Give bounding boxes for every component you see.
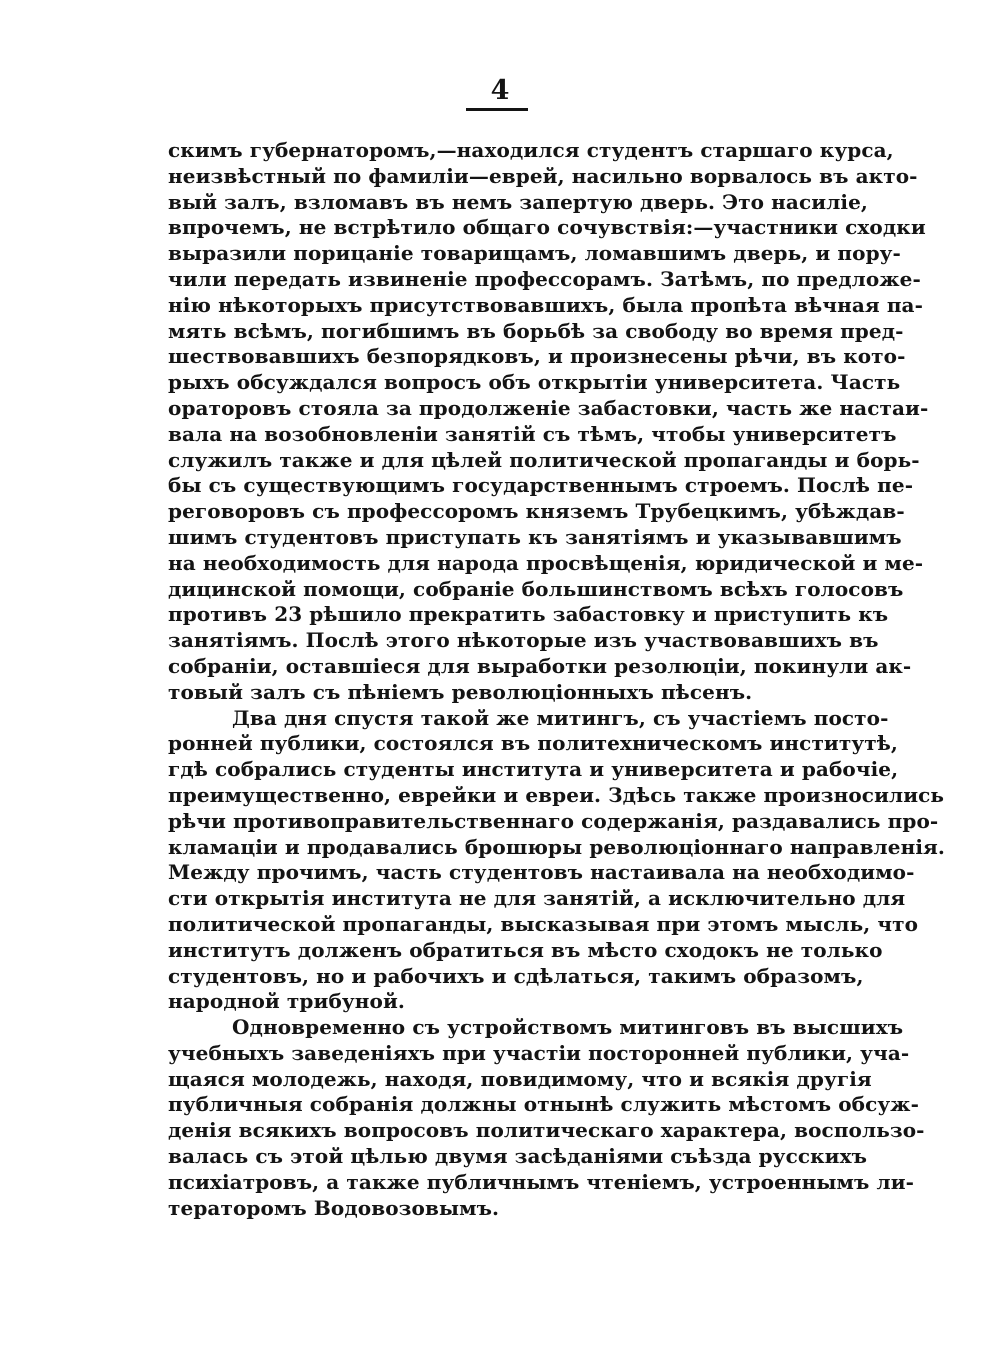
paragraph-1 (168, 138, 929, 706)
text-line: Одновременно съ устройствомъ митинговъ въ высшихъ (232, 1015, 904, 1040)
text-line: кламаціи и продавались брошюры революціоннаго направленія. (168, 834, 945, 859)
text-line: щаяся молодежь, находя, повидимому, что и всякія другія (168, 1066, 872, 1091)
text-line: на необходимость для народа просвѣщенія, юридической и ме- (168, 550, 924, 575)
text-line: вый залъ, взломавъ въ немъ запертую дверь. Это насиліе, (168, 189, 868, 214)
text-line: ораторовъ стояла за продолженіе забастовки, часть же настаи- (168, 395, 929, 420)
text-line: гдѣ собрались студенты института и университета и рабочіе, (168, 757, 899, 782)
text-line: служилъ также и для цѣлей политической пропаганды и борь- (168, 447, 920, 472)
text-line: вала на возобновленіи занятій съ тѣмъ, чтобы университетъ (168, 421, 897, 446)
text-line: товый залъ съ пѣніемъ революціонныхъ пѣсенъ. (168, 679, 753, 704)
text-line: чили передать извиненіе профессорамъ. Затѣмъ, по предложе- (168, 266, 921, 291)
text-line: реговоровъ съ профессоромъ княземъ Трубецкимъ, убѣждав- (168, 499, 905, 524)
text-line: публичныя собранія должны отнынѣ служить мѣстомъ обсуж- (168, 1092, 919, 1117)
text-line: денія всякихъ вопросовъ политическаго характера, воспользо- (168, 1118, 925, 1143)
text-line: впрочемъ, не встрѣтило общаго сочувствія:—участники сходки (168, 215, 926, 240)
text-line: институтъ долженъ обратиться въ мѣсто сходокъ не только (168, 937, 883, 962)
paragraph-2 (168, 705, 945, 1016)
text-line: собраніи, оставшіеся для выработки резолюціи, покинули ак- (168, 653, 912, 678)
text-line: учебныхъ заведеніяхъ при участіи посторонней публики, уча- (168, 1040, 910, 1065)
text-line: Два дня спустя такой же митингъ, съ участіемъ посто- (232, 705, 889, 730)
text-line: народной трибуной. (168, 989, 405, 1014)
text-line: дицинской помощи, собраніе большинствомъ всѣхъ голосовъ (168, 576, 904, 601)
text-line: нію нѣкоторыхъ присутствовавшихъ, была пропѣта вѣчная па- (168, 292, 924, 317)
paragraph-3 (168, 1015, 925, 1221)
text-line: студентовъ, но и рабочихъ и сдѣлаться, такимъ образомъ, (168, 963, 864, 988)
text-line: шествовавшихъ безпорядковъ, и произнесены рѣчи, въ кото- (168, 344, 906, 369)
text-line: бы съ существующимъ государственнымъ строемъ. Послѣ пе- (168, 473, 914, 498)
body-text (168, 138, 945, 1221)
text-line: выразили порицаніе товарищамъ, ломавшимъ дверь, и пору- (168, 241, 901, 266)
text-line: психіатровъ, а также публичнымъ чтеніемъ, устроеннымъ ли- (168, 1169, 915, 1194)
page-number: 4 (490, 75, 510, 106)
text-line: шимъ студентовъ приступать къ занятіямъ и указывавшимъ (168, 524, 902, 549)
text-line: преимущественно, еврейки и евреи. Здѣсь также произносились (168, 782, 945, 807)
text-line: сти открытія института не для занятій, а исключительно для (168, 886, 906, 911)
text-line: Между прочимъ, часть студентовъ настаивала на необходимо- (168, 860, 915, 885)
text-line: валась съ этой цѣлью двумя засѣданіями съѣзда русскихъ (168, 1144, 868, 1169)
text-line: ронней публики, состоялся въ политехническомъ институтѣ, (168, 731, 898, 756)
text-line: противъ 23 рѣшило прекратить забастовку и приступить къ (168, 602, 889, 627)
text-line: политической пропаганды, высказывая при этомъ мысль, что (168, 911, 919, 936)
text-line: рыхъ обсуждался вопросъ объ открытіи университета. Часть (168, 370, 901, 395)
text-line: занятіямъ. Послѣ этого нѣкоторые изъ участвовавшихъ въ (168, 628, 879, 653)
text-line: мять всѣмъ, погибшимъ въ борьбѣ за свободу во время пред- (168, 318, 904, 343)
text-line: неизвѣстный по фамиліи—еврей, насильно ворвалось въ акто- (168, 163, 918, 188)
text-line: скимъ губернаторомъ,—находился студентъ старшаго курса, (168, 138, 894, 162)
page-number-rule (466, 108, 528, 111)
text-line: тераторомъ Водовозовымъ. (168, 1195, 500, 1220)
text-line: рѣчи противоправительственнаго содержанія, раздавались про- (168, 808, 939, 833)
